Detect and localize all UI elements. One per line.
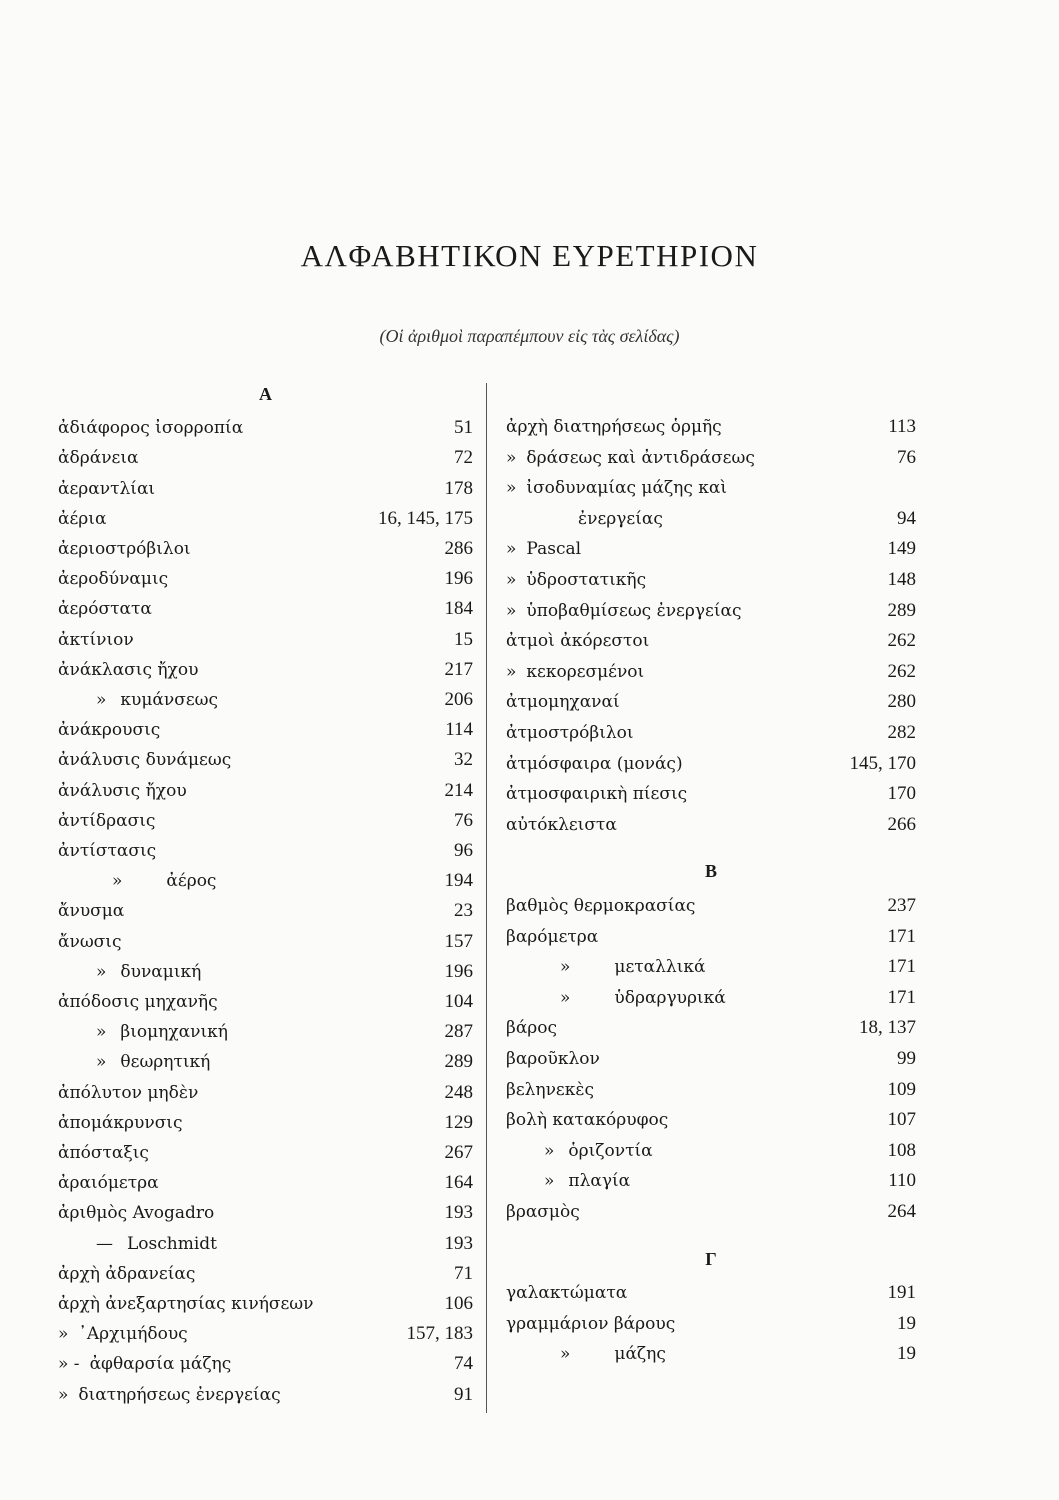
index-term-text: ὑποβαθμίσεως ἐνεργείας bbox=[526, 600, 742, 621]
index-term bbox=[506, 1014, 557, 1042]
index-entry bbox=[506, 566, 916, 594]
index-entry bbox=[506, 719, 916, 747]
page-number: 113 bbox=[888, 416, 916, 437]
index-term bbox=[58, 656, 198, 684]
index-entry bbox=[506, 1198, 916, 1226]
index-entry bbox=[58, 1381, 473, 1409]
index-term bbox=[506, 444, 755, 472]
index-term bbox=[58, 988, 218, 1016]
page-number: 237 bbox=[887, 895, 916, 916]
index-entry bbox=[506, 892, 916, 920]
page-number: 170 bbox=[887, 783, 916, 805]
index-term bbox=[506, 1106, 668, 1134]
page-number: 109 bbox=[887, 1078, 916, 1100]
ditto-mark: » bbox=[96, 961, 107, 982]
page-number: 171 bbox=[887, 986, 916, 1008]
index-term bbox=[506, 627, 649, 655]
index-term bbox=[58, 595, 152, 623]
ditto-mark: » bbox=[506, 539, 517, 560]
ditto-mark: » bbox=[560, 987, 571, 1008]
index-entry bbox=[506, 1106, 916, 1134]
index-entry bbox=[506, 535, 916, 563]
ditto-mark: » bbox=[96, 690, 107, 710]
page-number: 129 bbox=[444, 1111, 473, 1133]
index-term bbox=[58, 837, 156, 865]
index-term-text: δράσεως καὶ ἀντιδράσεως bbox=[526, 447, 755, 468]
index-entry bbox=[506, 1014, 916, 1042]
index-entry bbox=[58, 988, 473, 1016]
index-entry bbox=[58, 595, 473, 623]
index-term bbox=[58, 1109, 183, 1137]
index-term bbox=[506, 474, 727, 502]
page-number: 51 bbox=[454, 417, 473, 439]
index-entry bbox=[506, 953, 916, 981]
index-entry bbox=[506, 750, 916, 778]
index-term-text: ἀκτίνιον bbox=[58, 629, 134, 650]
page-number: 32 bbox=[454, 749, 473, 771]
index-term-text: ἀτμοσφαιρικὴ πίεσις bbox=[506, 784, 688, 805]
index-term-text: ἰσοδυναμίας μάζης καὶ bbox=[526, 478, 728, 499]
index-term bbox=[506, 1198, 580, 1226]
page-number: 15 bbox=[454, 628, 473, 650]
index-entry bbox=[506, 1076, 916, 1104]
index-term bbox=[58, 1079, 198, 1107]
index-term-text: ἀεροδύναμις bbox=[58, 569, 169, 590]
index-term-text: ἄνωσις bbox=[58, 931, 122, 952]
index-term-text: βαρόμετρα bbox=[506, 926, 599, 947]
index-term bbox=[58, 565, 168, 593]
page-number: 178 bbox=[444, 477, 473, 499]
index-term bbox=[58, 1048, 210, 1076]
index-entry bbox=[506, 1137, 916, 1165]
index-entry bbox=[58, 626, 473, 654]
index-term-text: Pascal bbox=[526, 539, 582, 560]
index-entry bbox=[58, 958, 473, 986]
index-entry bbox=[58, 1260, 473, 1288]
page-number: 289 bbox=[444, 1051, 473, 1073]
ditto-mark: » bbox=[96, 1022, 107, 1043]
page-number: 148 bbox=[887, 569, 916, 590]
index-entry bbox=[58, 505, 473, 533]
ditto-mark: » bbox=[544, 1171, 555, 1192]
page-number: 71 bbox=[454, 1262, 473, 1284]
index-term bbox=[506, 923, 598, 951]
index-entry bbox=[58, 686, 473, 714]
index-term bbox=[506, 1076, 594, 1104]
index-term-text: ἀτμομηχαναί bbox=[506, 692, 620, 713]
index-entry bbox=[58, 897, 473, 925]
index-entry bbox=[58, 1230, 473, 1258]
page-number: 76 bbox=[897, 446, 916, 468]
index-term-text: ᾿Αρχιμήδους bbox=[78, 1324, 188, 1345]
index-term-text: ἀεριοστρόβιλοι bbox=[58, 539, 191, 559]
index-entry bbox=[58, 535, 473, 563]
page-number: 107 bbox=[887, 1109, 916, 1131]
index-entry bbox=[506, 474, 916, 502]
index-entry bbox=[58, 565, 473, 593]
index-term-text: θεωρητική bbox=[120, 1052, 211, 1073]
page-number: 282 bbox=[887, 722, 916, 743]
index-entry bbox=[506, 1045, 916, 1073]
index-entry bbox=[58, 1109, 473, 1137]
index-entry bbox=[506, 444, 916, 472]
page-number: 96 bbox=[454, 840, 473, 861]
index-entry bbox=[58, 777, 473, 805]
index-term bbox=[506, 566, 646, 594]
page-number: 196 bbox=[444, 568, 473, 590]
index-term-text: μάζης bbox=[614, 1344, 666, 1365]
index-term bbox=[506, 688, 620, 716]
index-term-text: ἀριθμὸς Avogadro bbox=[58, 1203, 215, 1224]
index-term-text: κεκορεσμένοι bbox=[526, 661, 645, 682]
index-term bbox=[58, 444, 138, 472]
page-number: 114 bbox=[445, 719, 473, 741]
index-term-text: διατηρήσεως ἐνεργείας bbox=[78, 1384, 281, 1405]
index-term bbox=[578, 505, 663, 533]
ditto-mark: » bbox=[560, 1344, 571, 1365]
index-term-text: ἀντίδρασις bbox=[58, 810, 156, 831]
page-number: 214 bbox=[444, 779, 473, 801]
index-entry bbox=[58, 716, 473, 744]
index-term bbox=[506, 535, 581, 563]
page-number: 157 bbox=[444, 930, 473, 952]
index-term bbox=[506, 953, 705, 981]
index-term bbox=[58, 1169, 159, 1197]
index-term bbox=[506, 658, 644, 686]
index-term-text: βρασμὸς bbox=[506, 1202, 580, 1222]
page-number: 23 bbox=[454, 900, 473, 922]
section-letter: Β bbox=[704, 861, 717, 882]
index-term bbox=[58, 928, 121, 956]
page-number: 286 bbox=[444, 538, 473, 559]
index-entry bbox=[506, 1167, 916, 1195]
index-term-text: ἀνάλυσις δυνάμεως bbox=[58, 750, 232, 771]
index-term bbox=[506, 1310, 675, 1338]
index-term bbox=[506, 780, 687, 808]
ditto-mark: » bbox=[506, 600, 517, 621]
index-term bbox=[58, 1290, 314, 1318]
index-entry bbox=[506, 413, 916, 441]
page-number: 74 bbox=[454, 1353, 473, 1375]
index-term bbox=[58, 746, 231, 774]
index-term-text: ἀέρος bbox=[166, 871, 217, 892]
index-term-text: βαθμὸς θερμοκρασίας bbox=[506, 896, 696, 916]
index-term-text: ἀνάλυσις ἤχου bbox=[58, 780, 187, 801]
index-term bbox=[58, 414, 243, 442]
index-term bbox=[506, 811, 617, 839]
index-term bbox=[58, 1139, 149, 1167]
page-number: 171 bbox=[887, 925, 916, 947]
index-entry bbox=[58, 444, 473, 472]
index-term bbox=[506, 719, 634, 747]
index-term bbox=[58, 1320, 188, 1348]
index-term-text: ἀτμοστρόβιλοι bbox=[506, 723, 634, 743]
index-term-text: ἄνυσμα bbox=[58, 901, 125, 922]
ditto-mark: » bbox=[560, 957, 571, 978]
page-number: 19 bbox=[897, 1343, 916, 1365]
index-subtitle: (Οἱ ἀριθμοὶ παραπέμπουν εἰς τὰς σελίδας) bbox=[379, 326, 680, 346]
index-term bbox=[58, 867, 216, 895]
page-number: 191 bbox=[887, 1282, 916, 1304]
page-number: 108 bbox=[887, 1139, 916, 1161]
ditto-mark: » bbox=[58, 1384, 69, 1405]
index-term bbox=[58, 807, 155, 835]
index-term-text: ἀντίστασις bbox=[58, 841, 157, 861]
index-term bbox=[58, 1199, 214, 1227]
index-entry bbox=[506, 984, 916, 1012]
index-entry bbox=[506, 1310, 916, 1338]
page-number: 194 bbox=[444, 870, 473, 892]
index-term-text: ἐνεργείας bbox=[578, 508, 663, 529]
index-entry bbox=[58, 1290, 473, 1318]
page-number: 149 bbox=[887, 538, 916, 560]
page-number: 287 bbox=[444, 1021, 473, 1043]
index-term-text: βάρος bbox=[506, 1018, 558, 1039]
index-term bbox=[506, 413, 722, 441]
ditto-mark: » bbox=[506, 570, 517, 590]
index-term bbox=[506, 892, 695, 920]
index-term-text: μεταλλικά bbox=[614, 957, 706, 978]
index-term bbox=[58, 686, 218, 714]
page-number: 72 bbox=[454, 447, 473, 469]
index-term bbox=[506, 1137, 653, 1165]
page-number: 193 bbox=[444, 1232, 473, 1254]
ditto-mark: » - bbox=[58, 1354, 80, 1375]
index-term-text: ἀραιόμετρα bbox=[58, 1173, 159, 1194]
column-divider bbox=[486, 383, 487, 1413]
index-term-text: βεληνεκὲς bbox=[506, 1079, 595, 1100]
page-number: 94 bbox=[897, 507, 916, 529]
page-number: 193 bbox=[444, 1202, 473, 1224]
page-number: 157, 183 bbox=[406, 1323, 473, 1345]
index-title: ΑΛΦΑΒΗΤΙΚΟΝ ΕΥΡΕΤΗΡΙΟΝ bbox=[300, 238, 759, 273]
page-number: 280 bbox=[887, 691, 916, 713]
ditto-mark: » bbox=[506, 478, 517, 499]
index-term-text: ἀπόλυτον μηδὲν bbox=[58, 1082, 199, 1103]
index-entry bbox=[58, 1018, 473, 1046]
ditto-mark: » bbox=[506, 661, 517, 682]
page-number: 267 bbox=[444, 1142, 473, 1163]
index-entry bbox=[506, 658, 916, 686]
index-term-text: ἀρχὴ ἀδρανείας bbox=[58, 1263, 196, 1284]
index-entry bbox=[58, 837, 473, 865]
ditto-mark: » bbox=[58, 1324, 69, 1345]
index-term-text: βολὴ κατακόρυφος bbox=[506, 1110, 669, 1131]
index-term-text: ἀνάκρουσις bbox=[58, 720, 161, 741]
index-term bbox=[506, 1167, 630, 1195]
index-term bbox=[58, 626, 134, 654]
page-number: 106 bbox=[444, 1293, 473, 1314]
index-term-text: ὁριζοντία bbox=[568, 1140, 653, 1161]
index-term-text: κυμάνσεως bbox=[120, 690, 219, 710]
index-entry bbox=[58, 807, 473, 835]
index-entry bbox=[58, 475, 473, 503]
index-entry bbox=[58, 1350, 473, 1378]
index-entry bbox=[58, 1139, 473, 1167]
page-number: 19 bbox=[897, 1312, 916, 1334]
page-number: 76 bbox=[454, 809, 473, 831]
index-entry bbox=[58, 1048, 473, 1076]
index-term-text: Loschmidt bbox=[127, 1233, 217, 1254]
page-number: 206 bbox=[444, 689, 473, 710]
index-term-text: ἀπόσταξις bbox=[58, 1143, 149, 1163]
index-term bbox=[58, 505, 106, 533]
index-entry bbox=[506, 811, 916, 839]
page-number: 196 bbox=[444, 960, 473, 982]
page-number: 171 bbox=[887, 956, 916, 978]
page-number: 104 bbox=[444, 991, 473, 1012]
index-term bbox=[506, 1279, 627, 1307]
index-term-text: ἀέρια bbox=[58, 508, 107, 529]
index-entry bbox=[506, 1279, 916, 1307]
index-entry bbox=[58, 1320, 473, 1348]
ditto-mark: » bbox=[96, 1052, 107, 1073]
index-entry bbox=[506, 627, 916, 655]
index-term bbox=[58, 1260, 195, 1288]
index-term bbox=[506, 984, 726, 1012]
page-number: 262 bbox=[887, 630, 916, 652]
index-term bbox=[506, 1340, 666, 1368]
index-entry bbox=[58, 928, 473, 956]
index-term-text: ἀτμόσφαιρα (μονάς) bbox=[506, 753, 683, 774]
page-number: 99 bbox=[897, 1048, 916, 1069]
index-term-text: ἀδράνεια bbox=[58, 448, 139, 469]
ditto-mark: » bbox=[112, 871, 123, 892]
page-number: 217 bbox=[444, 658, 473, 680]
index-entry bbox=[58, 1199, 473, 1227]
index-term-text: πλαγία bbox=[568, 1171, 631, 1192]
page-number: 266 bbox=[887, 813, 916, 835]
index-entry bbox=[506, 505, 916, 533]
index-term bbox=[58, 475, 155, 503]
index-term bbox=[58, 716, 160, 744]
index-term bbox=[58, 958, 201, 986]
index-entry bbox=[58, 867, 473, 895]
index-term-text: γαλακτώματα bbox=[506, 1283, 628, 1304]
index-term bbox=[506, 1045, 600, 1073]
page-number: 264 bbox=[887, 1201, 916, 1222]
index-term bbox=[58, 535, 191, 563]
index-entry bbox=[506, 780, 916, 808]
index-term bbox=[58, 777, 187, 805]
ditto-mark: » bbox=[506, 447, 517, 468]
index-term-text: γραμμάριον βάρους bbox=[506, 1313, 676, 1334]
page-number: 18, 137 bbox=[859, 1017, 916, 1039]
index-term bbox=[58, 1230, 217, 1258]
index-entry bbox=[58, 414, 473, 442]
index-term-text: ἀρχὴ διατηρήσεως ὁρμῆς bbox=[506, 417, 722, 437]
index-entry bbox=[58, 656, 473, 684]
index-entry bbox=[506, 688, 916, 716]
index-term-text: ἀτμοὶ ἀκόρεστοι bbox=[506, 631, 650, 652]
section-letter: Α bbox=[259, 384, 272, 404]
index-entry bbox=[58, 746, 473, 774]
page-number: 289 bbox=[887, 599, 916, 621]
index-term-text: ὑδροστατικῆς bbox=[526, 570, 647, 590]
index-term-text: αὐτόκλειστα bbox=[506, 814, 617, 835]
page-number: 248 bbox=[444, 1081, 473, 1103]
page-number: 91 bbox=[454, 1383, 473, 1405]
index-term-text: ἀερόστατα bbox=[58, 599, 152, 620]
index-entry bbox=[58, 1169, 473, 1197]
page-number: 262 bbox=[887, 660, 916, 682]
index-term bbox=[58, 897, 124, 925]
index-term bbox=[506, 750, 683, 778]
index-term bbox=[58, 1381, 281, 1409]
index-term-text: ἀνάκλασις ἤχου bbox=[58, 659, 199, 680]
index-term-text: βαροῦκλον bbox=[506, 1049, 600, 1069]
index-entry bbox=[506, 1340, 916, 1368]
index-term-text: ἀεραντλίαι bbox=[58, 478, 156, 499]
index-term-text: ἀρχὴ ἀνεξαρτησίας κινήσεων bbox=[58, 1294, 314, 1314]
section-letter: Γ bbox=[705, 1248, 717, 1269]
index-term-text: ἀπομάκρυνσις bbox=[58, 1112, 183, 1133]
page-number: 164 bbox=[444, 1172, 473, 1194]
index-entry bbox=[58, 1079, 473, 1107]
ditto-mark: » bbox=[544, 1140, 555, 1161]
page-number: 110 bbox=[888, 1170, 916, 1192]
ditto-mark: — bbox=[96, 1233, 113, 1254]
index-entry bbox=[506, 597, 916, 625]
index-term-text: ἀπόδοσις μηχανῆς bbox=[58, 992, 218, 1012]
index-term-text: βιομηχανική bbox=[120, 1022, 228, 1043]
index-entry bbox=[506, 923, 916, 951]
index-term bbox=[58, 1350, 231, 1378]
page-number: 16, 145, 175 bbox=[378, 507, 473, 529]
index-term-text: ἀφθαρσία μάζης bbox=[89, 1354, 232, 1375]
index-term-text: ὑδραργυρικά bbox=[614, 987, 726, 1008]
page-number: 145, 170 bbox=[849, 752, 916, 774]
index-term bbox=[506, 597, 742, 625]
index-term-text: ἀδιάφορος ἰσορροπία bbox=[58, 418, 244, 439]
index-term bbox=[58, 1018, 228, 1046]
index-term-text: δυναμική bbox=[120, 961, 202, 982]
page-number: 184 bbox=[444, 598, 473, 620]
